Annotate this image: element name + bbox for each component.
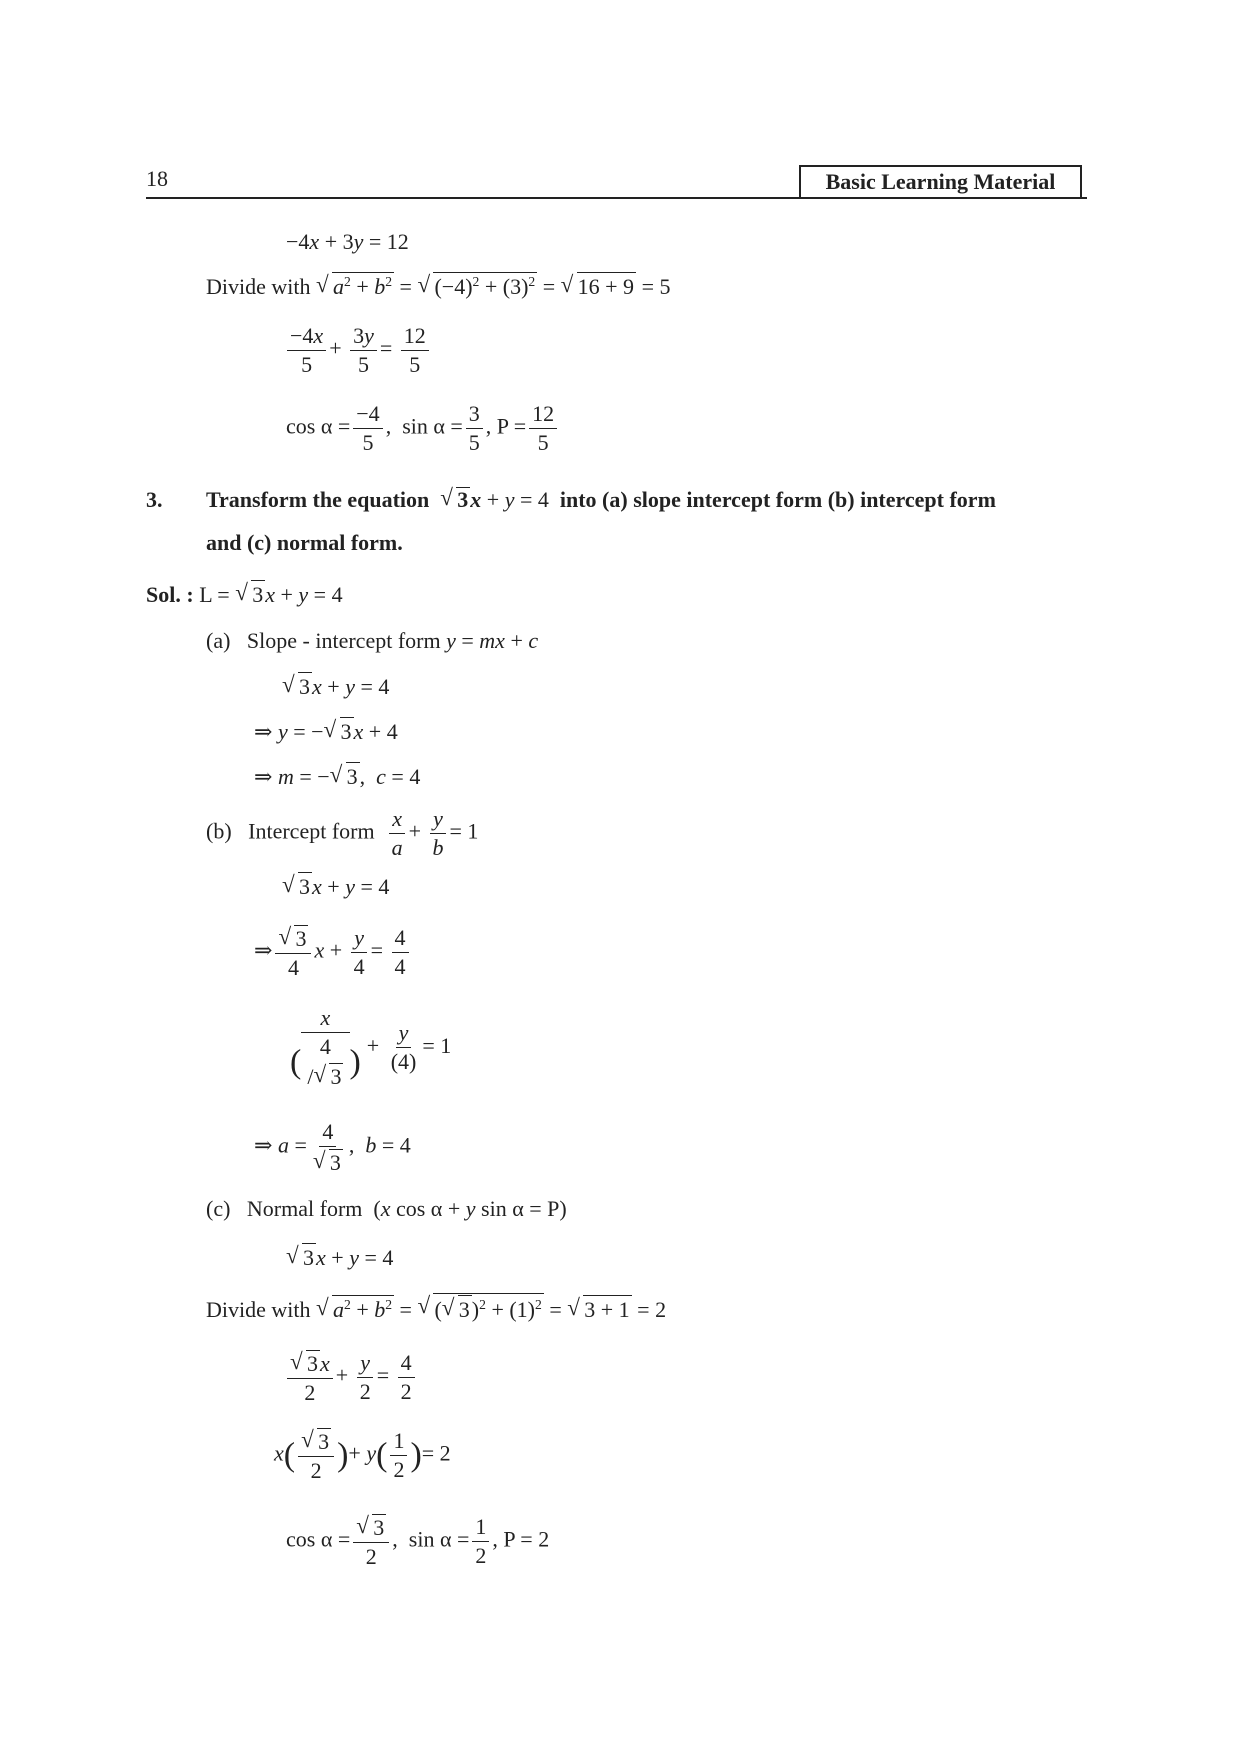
question-text-after: into (a) slope intercept form (b) intercept form [559, 487, 996, 512]
part-a-step-3: ⇒ m = −√ 3, c = 4 [254, 762, 420, 790]
part-b-step-3: x ( 4 /√ 3 ) + $\frac{y}{(4)}$ = 1 [284, 1006, 451, 1090]
part-a-heading: (a) Slope - intercept form y = mx + c [206, 628, 539, 653]
divide-with-line-2: Divide with √ $a^2 + b^2$ = √ (√ $3)^2 + (1)^2$ = √ 3 + 1 = 2 [206, 1293, 666, 1323]
question-line-1: Transform the equation √ 3x + y = 4 into (a) slope intercept form (b) intercept form [206, 487, 996, 511]
part-a-step-2: ⇒ y = −√ 3x + 4 [254, 717, 398, 745]
part-c-step-4: cos α = √ $\frac{3}{2}$ , sin α = $\frac{1}{2}$ , P = 2 [286, 1514, 549, 1569]
divide-with-label: Divide with [206, 274, 311, 299]
part-a-title: Slope - intercept form [246, 628, 441, 653]
divide-with-line-1: Divide with √ $a^2 + b^2$ = √ $(-4)^2 + (3)^2$ = √ 16 + 9 = 5 [206, 272, 670, 300]
solution-line: Sol. : L = √ 3x + y = 4 [146, 580, 343, 608]
part-b-step-2: ⇒ √ $\frac{3}{4}$ x + $\frac{y}{4}$ = $\frac{4}{4}$ [254, 925, 412, 980]
part-c-step-3: x( √ $\frac{3}{2}$ )+ y( $\frac{1}{2}$ )= 2 [274, 1428, 451, 1483]
part-c-label: (c) [206, 1196, 231, 1221]
divide-with-label-2: Divide with [206, 1297, 311, 1322]
solution-label: Sol. : [146, 582, 194, 607]
part-b-label: (b) [206, 818, 232, 844]
part-c-title: Normal form [246, 1196, 363, 1221]
question-number: 3. [146, 487, 163, 512]
equation-line-1: −4x + 3y = 12 [286, 229, 409, 254]
question-line-2: and (c) normal form. [206, 530, 403, 555]
trig-values-1: cos α = $\frac{-4}{5}$ , sin α = $\frac{3}{5}$ , P = $\frac{12}{5}$ [286, 402, 560, 455]
part-c-step-2: √ $\frac{3x}{2}$ + $\frac{y}{2}$ = $\frac{4}{2}$ [284, 1350, 418, 1405]
part-a-step-1: √ 3x + y = 4 [282, 672, 389, 700]
part-b-title: Intercept form [248, 818, 375, 844]
part-c-heading: (c) Normal form (x cos α + y sin α = P) [206, 1196, 567, 1221]
part-a-label: (a) [206, 628, 231, 653]
running-title: Basic Learning Material [799, 165, 1082, 199]
header-rule [146, 197, 1087, 199]
question-text-before: Transform the equation [206, 487, 430, 512]
page-number: 18 [146, 166, 168, 191]
part-b-step-1: √ 3x + y = 4 [282, 872, 389, 900]
equation-fractions-1: $\frac{-4x}{5}$ + $\frac{3y}{5}$ = $\frac{12}{5}$ [284, 324, 432, 377]
part-c-step-1: √ 3x + y = 4 [286, 1243, 393, 1271]
part-b-step-4: ⇒ a = 4 √ 3 , b = 4 [254, 1120, 411, 1175]
part-b-heading: (b) Intercept form $\frac{x}{a}$ + $\frac{y}{b}$ = 1 [206, 806, 479, 861]
